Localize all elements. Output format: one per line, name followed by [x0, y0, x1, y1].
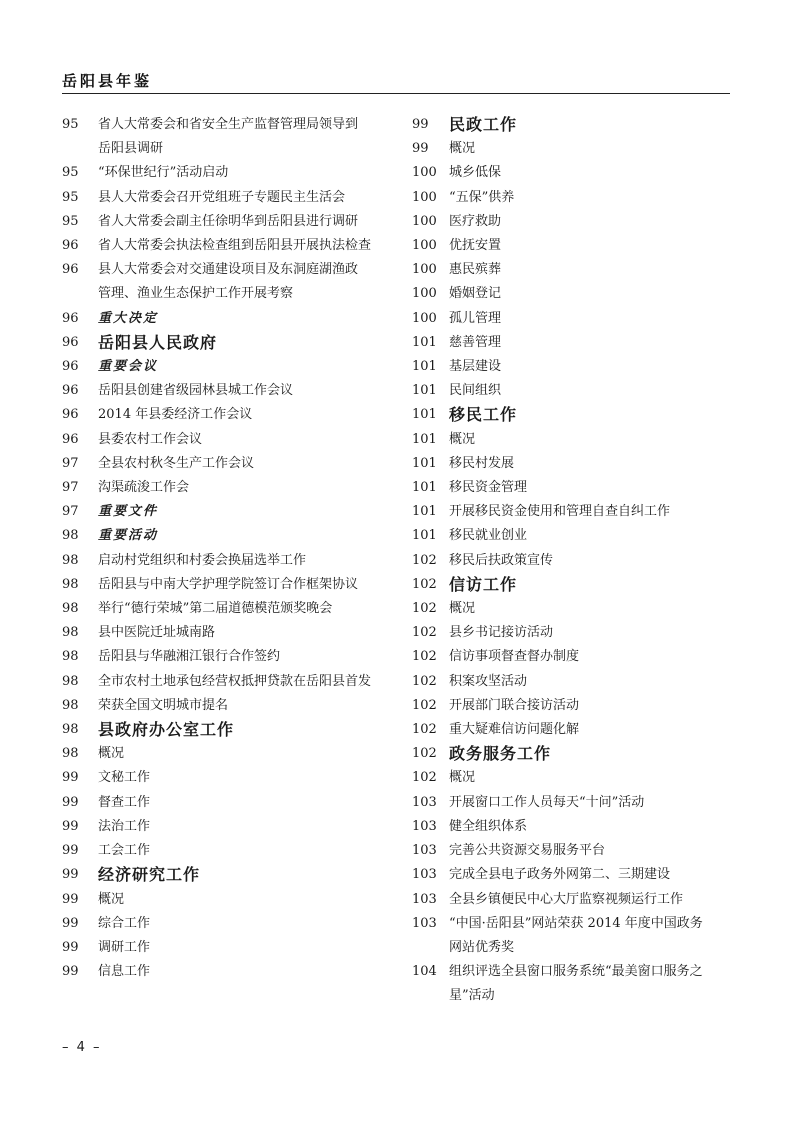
toc-entry-text: 省人大常委会执法检查组到岳阳县开展执法检查	[98, 238, 372, 254]
toc-entry-text: 县人大常委会对交通建设项目及东洞庭湖渔政	[98, 262, 359, 278]
toc-entry	[412, 960, 734, 984]
toc-entry	[412, 766, 734, 790]
toc-entry-text: 举行“德行荣城”第二届道德模范颁奖晚会	[98, 601, 333, 617]
toc-entry	[62, 936, 392, 960]
toc-column-left	[62, 113, 392, 984]
toc-entry	[412, 234, 734, 258]
toc-entry-text: 政务服务工作	[449, 744, 552, 764]
toc-entry-text: 移民资金管理	[449, 480, 528, 496]
toc-entry-text: 全县农村秋冬生产工作会议	[98, 455, 255, 471]
toc-section-heading	[412, 403, 734, 427]
toc-subheading	[62, 307, 392, 331]
toc-page-number: 102	[412, 746, 437, 762]
toc-page-number: 98	[62, 673, 79, 689]
toc-entry	[412, 137, 734, 161]
toc-entry	[62, 379, 392, 403]
toc-entry-text: 信访事项督查督办制度	[449, 649, 580, 665]
toc-entry-text: 文秘工作	[98, 770, 151, 786]
toc-page-number: 102	[412, 697, 437, 713]
toc-entry-text: 惠民殡葬	[449, 262, 502, 278]
toc-entry-text: 督查工作	[98, 794, 151, 810]
toc-entry-text: 经济研究工作	[98, 865, 201, 885]
toc-page-number: 103	[412, 867, 437, 883]
toc-entry	[62, 645, 392, 669]
toc-page-number: 95	[62, 165, 79, 181]
toc-page-number: 96	[62, 238, 79, 254]
toc-page-number: 96	[62, 359, 79, 375]
page-number: – 4 –	[62, 1040, 102, 1055]
toc-entry-text: 完善公共资源交易服务平台	[449, 843, 606, 859]
toc-entry	[412, 936, 734, 960]
toc-page-number: 96	[62, 407, 79, 423]
toc-entry	[412, 839, 734, 863]
toc-page-number: 103	[412, 891, 437, 907]
toc-entry-text: 重大决定	[98, 310, 159, 326]
toc-entry	[412, 597, 734, 621]
toc-entry-text: 岳阳县人民政府	[98, 332, 218, 352]
toc-entry	[62, 428, 392, 452]
toc-page-number: 96	[62, 334, 79, 350]
toc-entry	[412, 258, 734, 282]
toc-page-number: 99	[62, 915, 79, 931]
toc-page-number: 99	[62, 794, 79, 810]
toc-page-number: 102	[412, 601, 437, 617]
toc-entry	[62, 621, 392, 645]
toc-page-number: 99	[62, 964, 79, 980]
toc-entry	[412, 791, 734, 815]
toc-page-number: 96	[62, 431, 79, 447]
toc-entry-text: 移民后扶政策宣传	[449, 552, 554, 568]
toc-entry-text: 省人大常委会副主任徐明华到岳阳县进行调研	[98, 213, 359, 229]
toc-entry	[62, 670, 392, 694]
toc-entry-text: 法治工作	[98, 818, 151, 834]
toc-page-number: 98	[62, 552, 79, 568]
toc-page-number: 100	[412, 262, 437, 278]
toc-entry-text: 完成全县电子政务外网第二、三期建设	[449, 867, 671, 883]
toc-page-number: 99	[62, 939, 79, 955]
toc-entry	[62, 113, 392, 137]
toc-entry	[62, 403, 392, 427]
toc-entry-text: 调研工作	[98, 939, 151, 955]
toc-page-number: 102	[412, 673, 437, 689]
toc-entry	[412, 694, 734, 718]
toc-entry-text: 优抚安置	[449, 238, 502, 254]
toc-page-number: 100	[412, 238, 437, 254]
toc-page-number: 97	[62, 504, 79, 520]
toc-entry-text: 慈善管理	[449, 334, 502, 350]
toc-page-number	[62, 282, 98, 306]
toc-entry	[412, 452, 734, 476]
toc-entry-text: 重要会议	[98, 359, 159, 375]
toc-page-number: 98	[62, 649, 79, 665]
toc-section-heading	[62, 863, 392, 887]
toc-entry-text: 县政府办公室工作	[98, 720, 235, 740]
toc-page-number	[62, 137, 98, 161]
toc-page-number: 99	[62, 867, 79, 883]
toc-entry-text: 2014 年县委经济工作会议	[98, 407, 253, 423]
toc-page-number: 102	[412, 649, 437, 665]
toc-entry-text: “环保世纪行”活动启动	[98, 165, 229, 181]
toc-page-number: 101	[412, 407, 437, 423]
toc-page-number: 101	[412, 455, 437, 471]
toc-column-right	[412, 113, 734, 1009]
toc-entry	[412, 524, 734, 548]
toc-entry	[412, 984, 734, 1008]
toc-entry-text: 综合工作	[98, 915, 151, 931]
toc-page-number: 98	[62, 625, 79, 641]
toc-entry-text: 岳阳县与中南大学护理学院签订合作框架协议	[98, 576, 359, 592]
toc-page-number: 99	[62, 770, 79, 786]
toc-entry-text: 岳阳县调研	[98, 141, 164, 157]
toc-entry-text: 概况	[98, 746, 125, 762]
toc-entry-text: 岳阳县与华融湘江银行合作签约	[98, 649, 281, 665]
toc-entry-text: 医疗救助	[449, 213, 502, 229]
toc-page-number: 101	[412, 383, 437, 399]
toc-entry-text: 城乡低保	[449, 165, 502, 181]
toc-section-heading	[62, 718, 392, 742]
toc-page-number: 97	[62, 455, 79, 471]
toc-page-number: 101	[412, 334, 437, 350]
toc-entry-text: 全市农村土地承包经营权抵押贷款在岳阳县首发	[98, 673, 372, 689]
toc-entry-text: 组织评选全县窗口服务系统“最美窗口服务之	[449, 964, 703, 980]
toc-entry	[62, 137, 392, 161]
toc-page-number: 97	[62, 480, 79, 496]
toc-page-number: 102	[412, 770, 437, 786]
toc-entry	[62, 888, 392, 912]
toc-entry-text: 开展窗口工作人员每天“十问”活动	[449, 794, 645, 810]
toc-entry-text: 概况	[98, 891, 125, 907]
toc-entry	[62, 234, 392, 258]
toc-entry	[62, 791, 392, 815]
toc-page-number: 96	[62, 310, 79, 326]
toc-entry	[412, 186, 734, 210]
toc-entry	[412, 428, 734, 452]
toc-entry	[62, 742, 392, 766]
toc-entry-text: 沟渠疏浚工作会	[98, 480, 190, 496]
toc-entry	[62, 839, 392, 863]
toc-entry	[412, 912, 734, 936]
toc-page-number: 100	[412, 165, 437, 181]
toc-entry	[412, 476, 734, 500]
toc-page-number: 96	[62, 262, 79, 278]
toc-page-number: 99	[62, 818, 79, 834]
toc-entry	[412, 210, 734, 234]
toc-page-number: 102	[412, 722, 437, 738]
toc-page-number: 98	[62, 722, 79, 738]
toc-entry-text: 县乡书记接访活动	[449, 625, 554, 641]
toc-entry-text: 管理、渔业生态保护工作开展考察	[98, 286, 294, 302]
toc-entry-text: 重要文件	[98, 504, 159, 520]
toc-page-number: 98	[62, 746, 79, 762]
toc-subheading	[62, 355, 392, 379]
toc-section-heading	[412, 742, 734, 766]
toc-entry-text: 积案攻坚活动	[449, 673, 528, 689]
toc-entry	[62, 597, 392, 621]
toc-page-number: 101	[412, 359, 437, 375]
toc-entry-text: 县中医院迁址城南路	[98, 625, 216, 641]
toc-entry-text: 基层建设	[449, 359, 502, 375]
toc-entry-text: 信访工作	[449, 574, 518, 594]
toc-page-number: 98	[62, 601, 79, 617]
toc-page-number: 103	[412, 818, 437, 834]
toc-page-number: 100	[412, 286, 437, 302]
toc-entry	[62, 960, 392, 984]
toc-entry	[62, 694, 392, 718]
toc-page-number: 104	[412, 964, 437, 980]
toc-entry-text: 荣获全国文明城市提名	[98, 697, 229, 713]
toc-entry-text: 概况	[449, 601, 476, 617]
toc-page-number: 99	[412, 141, 429, 157]
toc-entry-text: 健全组织体系	[449, 818, 528, 834]
toc-entry-text: 民政工作	[449, 115, 518, 134]
toc-entry	[412, 718, 734, 742]
running-header: 岳阳县年鉴	[62, 72, 153, 90]
toc-entry-text: 省人大常委会和省安全生产监督管理局领导到	[98, 117, 359, 132]
toc-entry	[412, 355, 734, 379]
toc-entry	[412, 888, 734, 912]
toc-page-number: 98	[62, 528, 79, 544]
toc-page-number: 99	[62, 891, 79, 907]
toc-entry-text: 县人大常委会召开党组班子专题民主生活会	[98, 189, 346, 205]
toc-entry-text: 重要活动	[98, 528, 159, 544]
toc-entry	[62, 452, 392, 476]
toc-page-number: 101	[412, 504, 437, 520]
toc-entry-text: 信息工作	[98, 964, 151, 980]
toc-page-number: 103	[412, 843, 437, 859]
toc-page-number: 100	[412, 213, 437, 229]
toc-page-number: 96	[62, 383, 79, 399]
toc-entry	[62, 210, 392, 234]
toc-page-number: 95	[62, 213, 79, 229]
toc-entry-text: 网站优秀奖	[449, 939, 515, 955]
toc-entry	[412, 815, 734, 839]
toc-section-heading	[412, 113, 734, 137]
toc-entry-text: 孤儿管理	[449, 310, 502, 326]
toc-entry	[412, 621, 734, 645]
toc-entry-text: “五保”供养	[449, 189, 515, 205]
header-rule	[62, 93, 730, 94]
toc-entry-text: 开展移民资金使用和管理自查自纠工作	[449, 504, 671, 520]
toc-page-number	[412, 936, 449, 960]
toc-entry	[62, 815, 392, 839]
toc-section-heading	[62, 331, 392, 355]
toc-page-number: 100	[412, 310, 437, 326]
toc-page-number: 103	[412, 794, 437, 810]
toc-section-heading	[412, 573, 734, 597]
toc-page-number: 95	[62, 189, 79, 205]
toc-entry	[412, 549, 734, 573]
toc-entry-text: 启动村党组织和村委会换届选举工作	[98, 552, 307, 568]
toc-entry-text: 全县乡镇便民中心大厅监察视频运行工作	[449, 891, 684, 907]
toc-entry-text: 移民就业创业	[449, 528, 528, 544]
toc-entry	[412, 331, 734, 355]
toc-entry	[62, 161, 392, 185]
toc-subheading	[62, 500, 392, 524]
toc-entry	[62, 549, 392, 573]
toc-entry-text: 开展部门联合接访活动	[449, 697, 580, 713]
toc-entry	[62, 282, 392, 306]
toc-entry-text: 民间组织	[449, 383, 502, 399]
toc-entry-text: 县委农村工作会议	[98, 431, 203, 447]
toc-entry	[62, 186, 392, 210]
toc-page-number: 102	[412, 625, 437, 641]
toc-entry	[412, 307, 734, 331]
toc-entry-text: 概况	[449, 431, 476, 447]
toc-page-number: 99	[62, 843, 79, 859]
toc-entry-text: 移民工作	[449, 405, 518, 425]
toc-page-number: 98	[62, 576, 79, 592]
toc-page-number: 95	[62, 117, 79, 132]
toc-entry	[412, 500, 734, 524]
toc-entry	[62, 912, 392, 936]
toc-entry-text: 婚姻登记	[449, 286, 502, 302]
toc-entry	[412, 161, 734, 185]
toc-entry	[62, 258, 392, 282]
toc-page-number: 101	[412, 431, 437, 447]
toc-entry-text: 工会工作	[98, 843, 151, 859]
toc-page-number: 101	[412, 528, 437, 544]
toc-page-number: 103	[412, 915, 437, 931]
toc-entry	[62, 476, 392, 500]
toc-entry	[412, 379, 734, 403]
toc-page-number: 100	[412, 189, 437, 205]
toc-page-number: 99	[412, 117, 429, 132]
toc-entry	[412, 670, 734, 694]
toc-page-number	[412, 984, 449, 1008]
toc-subheading	[62, 524, 392, 548]
toc-entry-text: 概况	[449, 770, 476, 786]
toc-entry	[412, 863, 734, 887]
toc-entry-text: 重大疑难信访问题化解	[449, 722, 580, 738]
toc-entry-text: 星”活动	[449, 988, 495, 1004]
toc-page-number: 102	[412, 576, 437, 592]
toc-entry-text: “中国·岳阳县”网站荣获 2014 年度中国政务	[449, 915, 703, 931]
toc-page-number: 98	[62, 697, 79, 713]
toc-page-number: 101	[412, 480, 437, 496]
toc-entry-text: 移民村发展	[449, 455, 515, 471]
toc-entry	[412, 645, 734, 669]
toc-entry	[62, 766, 392, 790]
toc-entry-text: 概况	[449, 141, 476, 157]
toc-entry	[412, 282, 734, 306]
toc-entry	[62, 573, 392, 597]
toc-entry-text: 岳阳县创建省级园林县城工作会议	[98, 383, 294, 399]
toc-page-number: 102	[412, 552, 437, 568]
